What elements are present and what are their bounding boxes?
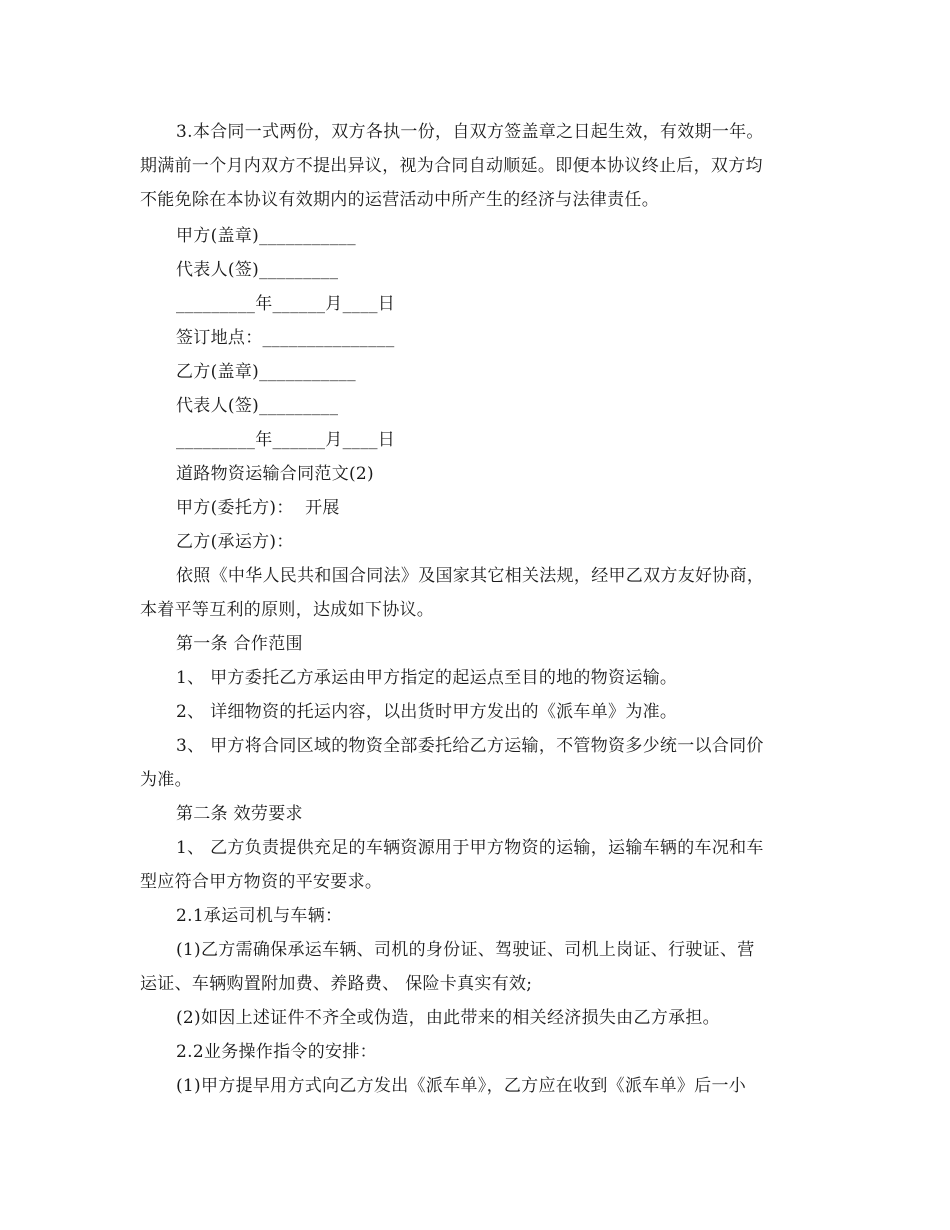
paragraph-line: 3.本合同一式两份，双方各执一份，自双方签盖章之日起生效，有效期一年。	[176, 122, 764, 142]
party-b-line: 乙方(承运方)：	[176, 532, 294, 552]
list-item: 3、 甲方将合同区域的物资全部委托给乙方运输，不管物资多少统一以合同价	[176, 736, 764, 756]
article-heading: 第一条 合作范围	[176, 634, 303, 654]
paragraph-line: 期满前一个月内双方不提出异议，视为合同自动顺延。即便本协议终止后，双方均	[140, 156, 763, 176]
signature-line-party-a: 甲方(盖章)___________	[176, 226, 356, 246]
signature-line-representative-a: 代表人(签)_________	[176, 260, 339, 280]
subsection-heading: 2.1承运司机与车辆：	[176, 906, 343, 926]
paragraph-line: 型应符合甲方物资的平安要求。	[140, 872, 383, 892]
list-item: 1、 甲方委托乙方承运由甲方指定的起运点至目的地的物资运输。	[176, 668, 678, 688]
article-heading: 第二条 效劳要求	[176, 804, 303, 824]
paragraph-line: 运证、车辆购置附加费、养路费、 保险卡真实有效;	[140, 974, 533, 994]
list-item: (1)甲方提早用方式向乙方发出《派车单》，乙方应在收到《派车单》后一小	[176, 1076, 747, 1096]
paragraph-line: 不能免除在本协议有效期内的运营活动中所产生的经济与法律责任。	[140, 190, 659, 210]
paragraph-line: 为准。	[140, 770, 192, 790]
signature-line-representative-b: 代表人(签)_________	[176, 396, 339, 416]
paragraph-line: 本着平等互利的原则，达成如下协议。	[140, 600, 435, 620]
list-item: 1、 乙方负责提供充足的车辆资源用于甲方物资的运输，运输车辆的车况和车	[176, 838, 764, 858]
list-item: (1)乙方需确保承运车辆、司机的身份证、驾驶证、司机上岗证、行驶证、营	[176, 940, 755, 960]
signing-place-line: 签订地点：_______________	[176, 328, 395, 348]
list-item: (2)如因上述证件不齐全或伪造，由此带来的相关经济损失由乙方承担。	[176, 1008, 720, 1028]
date-line-a: _________年______月____日	[176, 294, 396, 314]
signature-line-party-b: 乙方(盖章)___________	[176, 362, 356, 382]
section-title: 道路物资运输合同范文(2)	[176, 464, 374, 484]
paragraph-line: 依照《中华人民共和国合同法》及国家其它相关法规，经甲乙双方友好协商，	[176, 566, 765, 586]
party-a-line: 甲方(委托方)： 开展	[176, 498, 340, 518]
list-item: 2、 详细物资的托运内容，以出货时甲方发出的《派车单》为准。	[176, 702, 678, 722]
subsection-heading: 2.2业务操作指令的安排：	[176, 1042, 377, 1062]
date-line-b: _________年______月____日	[176, 430, 396, 450]
